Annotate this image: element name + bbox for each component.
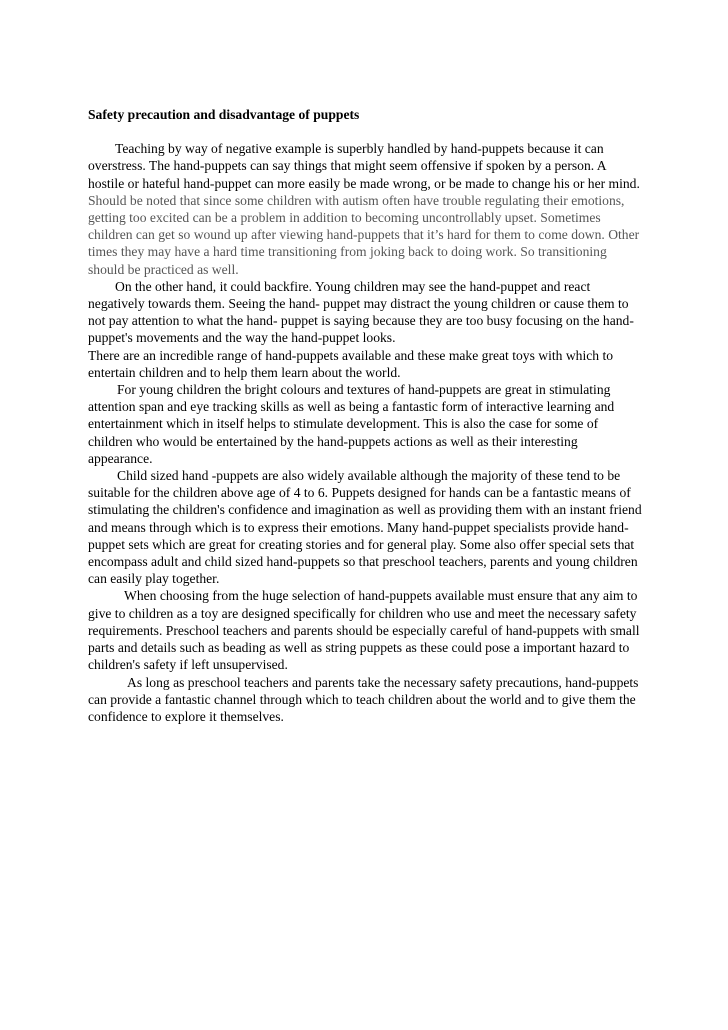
document-body (88, 106, 644, 725)
paragraph-conclusion: As long as preschool teachers and parents take the necessary safety precautions, hand-puppets can provide a fantastic channel through which to teach children about the world and to give them the confidence to explore it themselves. (88, 674, 639, 724)
paragraph-backfire: On the other hand, it could backfire. Young children may see the hand-puppet and react negatively towards them. Seeing the hand- puppet may distract the young children or cause them to not pay attention to what the hand- puppet is saying because they are too busy focusing on the hand-puppet's movements and the way the hand-puppet looks. (88, 278, 634, 346)
document-title: Safety precaution and disadvantage of puppets (88, 107, 360, 122)
paragraph-young-children: For young children the bright colours and textures of hand-puppets are great in stimulating attention span and eye tracking skills as well as being a fantastic form of interactive learning and entertainment which in itself helps to stimulate development. This is also the case for some of children who would be entertained by the hand-puppets actions as well as their interesting appearance. (88, 382, 615, 466)
paragraph-negative-example-text: Teaching by way of negative example is superbly handled by hand-puppets because it can overstress. The hand-puppets can say things that might seem offensive if spoken by a person. A hostile or hateful hand-puppet can more easily be made wrong, or be made to change his or her mind. (88, 141, 640, 191)
paragraph-range: There are an incredible range of hand-puppets available and these make great toys with which to entertain children and to help them learn about the world. (88, 347, 614, 380)
paragraph-negative-example (88, 140, 644, 278)
paragraph-autism-note: Should be noted that since some children with autism often have trouble regulating their emotions, getting too excited can be a problem in addition to becoming uncontrollably upset. Sometimes children can get so wound up after viewing hand-puppets that it’s hard for them to come down. Other times they may have a hard time transitioning from joking back to doing work. So transitioning should be practiced as well. (88, 192, 640, 277)
paragraph-choosing: When choosing from the huge selection of hand-puppets available must ensure that any aim to give to children as a toy are designed specifically for children who use and meet the necessary safety requirements. Preschool teachers and parents should be especially careful of hand-puppets with small parts and details such as beading as well as string puppets as these could pose a important hazard to children's safety if left unsupervised. (88, 588, 640, 673)
paragraph-child-sized: Child sized hand -puppets are also widely available although the majority of these tend to be suitable for the children above age of 4 to 6. Puppets designed for hands can be a fantastic means of stimulating the children's confidence and imagination as well as providing them with an instant friend and means through which is to express their emotions. Many hand-puppet specialists provide hand-puppet sets which are great for creating stories and for general play. Some also offer special sets that encompass adult and child sized hand-puppets so that preschool teachers, parents and young children can easily play together. (88, 468, 642, 587)
